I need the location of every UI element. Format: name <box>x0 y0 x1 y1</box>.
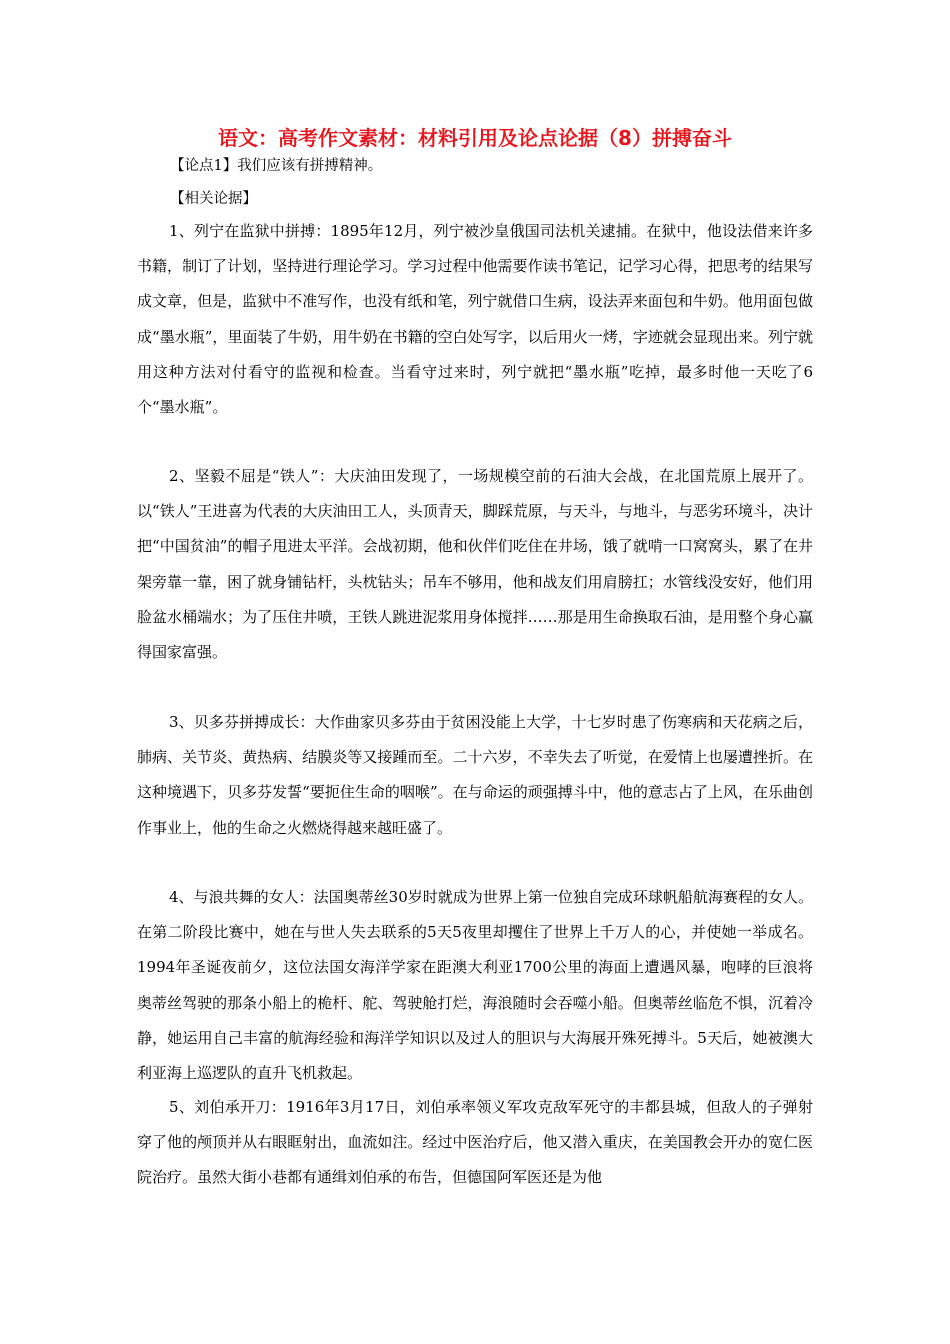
evidence-heading: 【相关论据】 <box>170 191 257 207</box>
document-title: 语文：高考作文素材：材料引用及论点论据（8）拼搏奋斗 <box>218 126 732 150</box>
thesis-statement: 【论点1】我们应该有拼搏精神。 <box>170 158 383 174</box>
evidence-paragraph-1: 1、列宁在监狱中拼搏：1895年12月，列宁被沙皇俄国司法机关逮捕。在狱中，他设法借来许多书籍，制订了计划，坚持进行理论学习。学习过程中他需要作读书笔记，记学习心得，把思考的结果写成文章，但是，监狱中不准写作，也没有纸和笔，列宁就借口生病，设法弄来面包和牛奶。他用面包做成“墨水瓶”，里面装了牛奶，用牛奶在书籍的空白处写字，以后用火一烤，字迹就会显现出来。列宁就用这种方法对付看守的监视和检查。当看守过来时，列宁就把“墨水瓶”吃掉，最多时他一天吃了6个“墨水瓶”。 <box>137 222 813 417</box>
evidence-paragraph-4: 4、与浪共舞的女人：法国奥蒂丝30岁时就成为世界上第一位独自完成环球帆船航海赛程的女人。在第二阶段比赛中，她在与世人失去联系的5天5夜里却攫住了世界上千万人的心，并使她一举成名。1994年圣诞夜前夕，这位法国女海洋学家在距澳大利亚1700公里的海面上遭遇风暴，咆哮的巨浪将奥蒂丝驾驶的那条小船上的桅杆、舵、驾驶舱打烂，海浪随时会吞噬小船。但奥蒂丝临危不惧，沉着冷静，她运用自己丰富的航海经验和海洋学知识以及过人的胆识与大海展开殊死搏斗。5天后，她被澳大利亚海上巡逻队的直升飞机救起。 <box>137 888 813 1083</box>
evidence-paragraph-5: 5、刘伯承开刀：1916年3月17日，刘伯承率领义军攻克敌军死守的丰都县城，但敌人的子弹射穿了他的颅顶并从右眼眶射出，血流如注。经过中医治疗后，他又潜入重庆，在美国教会开办的宽仁医院治疗。虽然大街小巷都有通缉刘伯承的布告，但德国阿军医还是为他 <box>137 1098 813 1187</box>
evidence-paragraph-2: 2、坚毅不屈是“铁人”：大庆油田发现了，一场规模空前的石油大会战，在北国荒原上展开了。以“铁人”王进喜为代表的大庆油田工人，头顶青天，脚踩荒原，与天斗，与地斗，与恶劣环境斗，决计把“中国贫油”的帽子甩进太平洋。会战初期，他和伙伴们吃住在井场，饿了就啃一口窝窝头，累了在井架旁靠一靠，困了就身铺钻杆，头枕钻头；吊车不够用，他和战友们用肩膀扛；水管线没安好，他们用脸盆水桶端水；为了压住井喷，王铁人跳进泥浆用身体搅拌……那是用生命换取石油，是用整个身心赢得国家富强。 <box>137 467 813 662</box>
evidence-paragraph-3: 3、贝多芬拼搏成长：大作曲家贝多芬由于贫困没能上大学，十七岁时患了伤寒病和天花病之后，肺病、关节炎、黄热病、结膜炎等又接踵而至。二十六岁，不幸失去了听觉，在爱情上也屡遭挫折。在这种境遇下，贝多芬发誓“要扼住生命的咽喉”。在与命运的顽强搏斗中，他的意志占了上风，在乐曲创作事业上，他的生命之火燃烧得越来越旺盛了。 <box>137 713 813 837</box>
